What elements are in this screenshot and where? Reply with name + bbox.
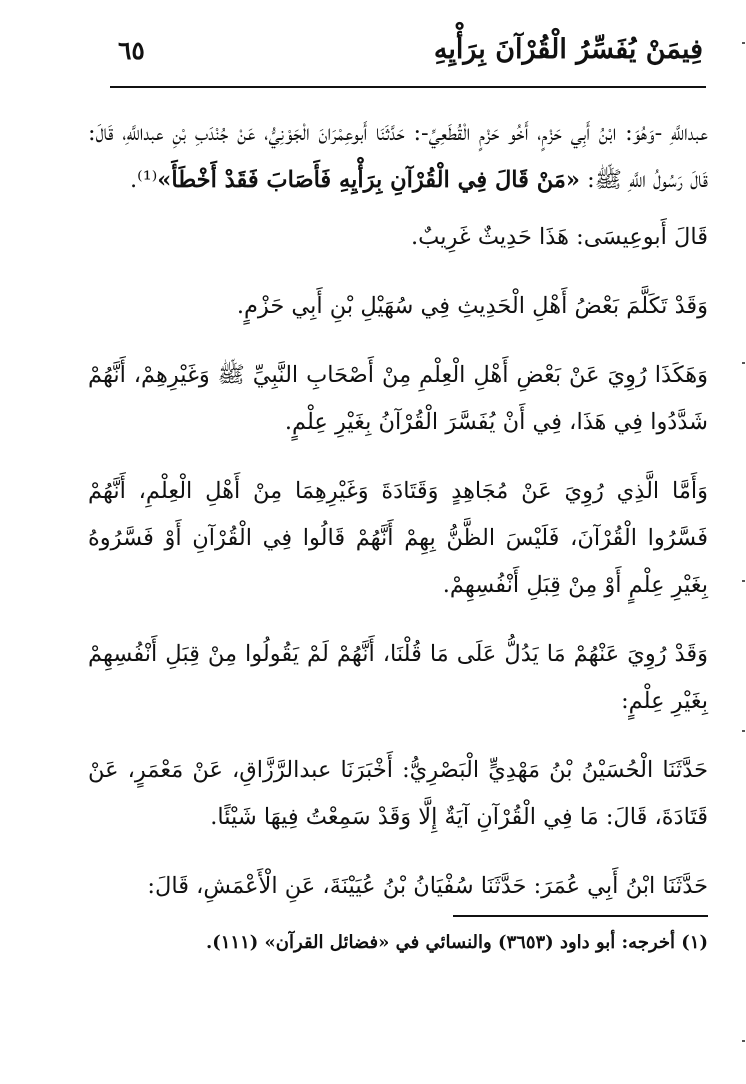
paragraph-1-text: عبداللَّهِ -وَهُوَ: ابْنُ أَبِي حَزْمٍ، أَخُو حَزْمٍ الْقُطَعِيِّ-: حَدَّثَنَا أَبوعِمْرَانَ الْجَوْنِيُّ، عَنْ جُنْدَبِ بْنِ عبداللَّهِ، قَالَ: قَالَ رَسُولُ اللَّهِ ﷺ: [88,120,708,193]
page-header [118,28,703,88]
edge-mark [742,580,745,582]
paragraph-4: وَهَكَذَا رُوِيَ عَنْ بَعْضِ أَهْلِ الْعِلْمِ مِنْ أَصْحَابِ النَّبِيِّ ﷺ وَغَيْرِهِمْ، أَنَّهُمْ شَدَّدُوا فِي هَذَا، فِي أَنْ يُفَسَّرَ الْقُرْآنُ بِغَيْرِ عِلْمٍ. [88,362,708,435]
paragraph-7: حَدَّثَنَا الْحُسَيْنُ بْنُ مَهْدِيٍّ الْبَصْرِيُّ: أَخْبَرَنَا عبدالرَّزَّاقِ، عَنْ مَعْمَرٍ، عَنْ قَتَادَةَ، قَالَ: مَا فِي الْقُرْآنِ آيَةٌ إِلَّا وَقَدْ سَمِعْتُ فِيهَا شَيْئًا. [88,757,708,830]
edge-mark [742,1040,745,1042]
paragraph-5: وَأَمَّا الَّذِي رُوِيَ عَنْ مُجَاهِدٍ وَقَتَادَةَ وَغَيْرِهِمَا مِنْ أَهْلِ الْعِلْمِ، أَنَّهُمْ فَسَّرُوا الْقُرْآنَ، فَلَيْسَ الظَّنُّ بِهِمْ أَنَّهُمْ قَالُوا فِي الْقُرْآنِ أَوْ فَسَّرُوهُ بِغَيْرِ عِلْمٍ أَوْ مِنْ قِبَلِ أَنْفُسِهِمْ. [88,478,708,598]
edge-mark [742,362,745,364]
main-text [88,110,708,910]
footnote-reference: ⁽¹⁾. [130,167,158,193]
footnote: (١) أخرجه: أبو داود (٣٦٥٣) والنسائي في «فضائل القرآن» (١١١). [205,932,708,953]
paragraph-6: وَقَدْ رُوِيَ عَنْهُمْ مَا يَدُلُّ عَلَى مَا قُلْنَا، أَنَّهُمْ لَمْ يَقُولُوا مِنْ قِبَلِ أَنْفُسِهِمْ بِغَيْرِ عِلْمٍ: [88,641,708,714]
page-number: ٦٥ [118,36,145,65]
header-rule [110,86,706,88]
paragraph-8: حَدَّثَنَا ابْنُ أَبِي عُمَرَ: حَدَّثَنَا سُفْيَانُ بْنُ عُيَيْنَةَ، عَنِ الْأَعْمَشِ، قَالَ: [147,873,708,899]
paragraph-1 [88,110,708,204]
edge-mark [742,42,745,44]
paragraph-2: قَالَ أَبوعِيسَى: هَذَا حَدِيثٌ غَرِيبٌ. [410,224,708,250]
paragraph-3: وَقَدْ تَكَلَّمَ بَعْضُ أَهْلِ الْحَدِيثِ فِي سُهَيْلِ بْنِ أَبِي حَزْمٍ. [236,293,708,319]
hadith-quote: «مَنْ قَالَ فِي الْقُرْآنِ بِرَأْيِهِ فَأَصَابَ فَقَدْ أَخْطَأَ» [157,167,580,193]
edge-mark [742,730,745,732]
footnote-rule [453,915,708,917]
running-title: فِيمَنْ يُفَسِّرُ الْقُرْآنَ بِرَأْيِهِ [433,34,703,65]
